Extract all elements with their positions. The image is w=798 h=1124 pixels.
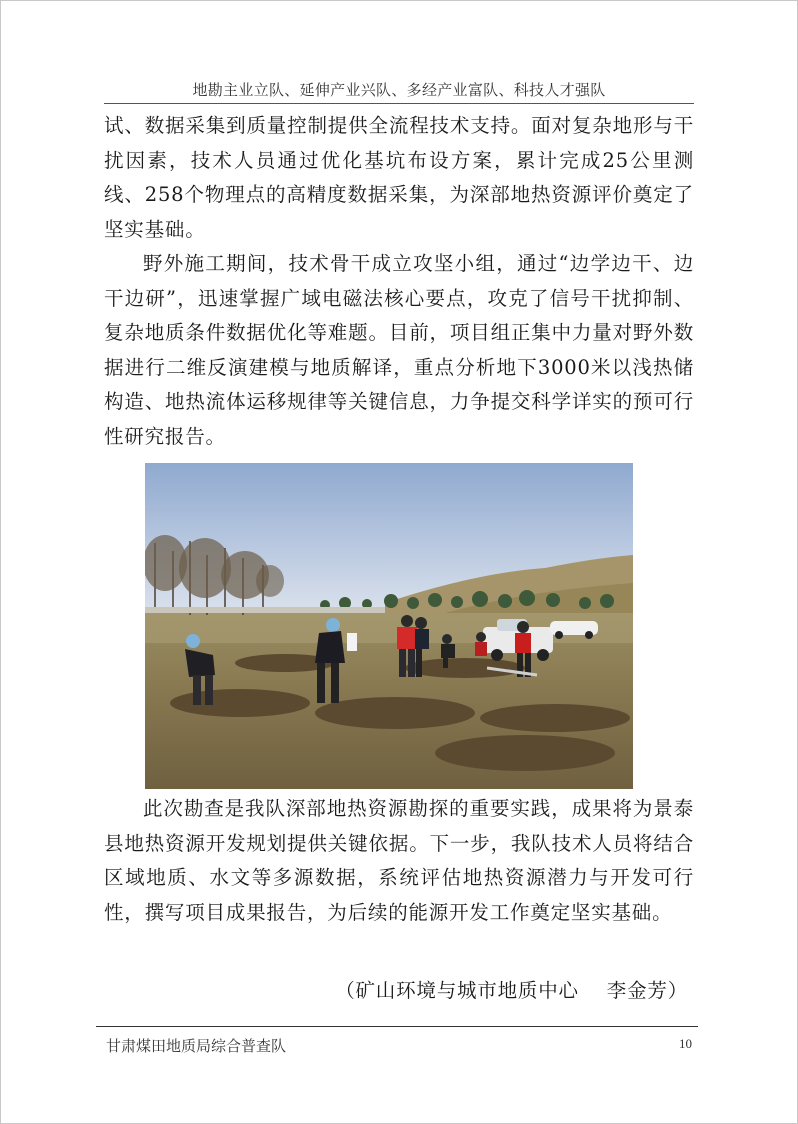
worker-7 — [475, 632, 487, 656]
header-divider — [104, 103, 694, 104]
field-survey-photo — [145, 463, 633, 789]
paragraph-field-work: 野外施工期间，技术骨干成立攻坚小组，通过“边学边干、边干边研”，迅速掌握广域电磁法核心要点，攻克了信号干扰抑制、复杂地质条件数据优化等难题。目前，项目组正集中力量对野外数据进行二维反演建模与地质解译，重点分析地下3000米以浅热储构造、地热流体运移规律等关键信息，力争提交科学详实的预可行性研究报告。 — [104, 252, 694, 448]
page-header: 地勘主业立队、延伸产业兴队、多经产业富队、科技人才强队 — [192, 81, 606, 99]
page-number: 10 — [679, 1036, 692, 1051]
author-signature: （矿山环境与城市地质中心 李金芳） — [335, 979, 688, 1002]
paragraph-continuation: 试、数据采集到质量控制提供全流程技术支持。面对复杂地形与干扰因素，技术人员通过优化基坑布设方案，累计完成25公里测线、258个物理点的高精度数据采集，为深部地热资源评价奠定了坚实基础。 — [104, 114, 694, 241]
footer-divider — [96, 1026, 698, 1027]
footer-organization: 甘肃煤田地质局综合普查队 — [106, 1037, 287, 1055]
article-body-top — [104, 109, 694, 454]
paragraph-conclusion: 此次勘查是我队深部地热资源勘探的重要实践，成果将为景泰县地热资源开发规划提供关键依据。下一步，我队技术人员将结合区域地质、水文等多源数据，系统评估地热资源潜力与开发可行性，撰写项目成果报告，为后续的能源开发工作奠定坚实基础。 — [104, 797, 694, 924]
article-body-bottom — [104, 792, 694, 930]
photo-illustration — [145, 463, 633, 789]
